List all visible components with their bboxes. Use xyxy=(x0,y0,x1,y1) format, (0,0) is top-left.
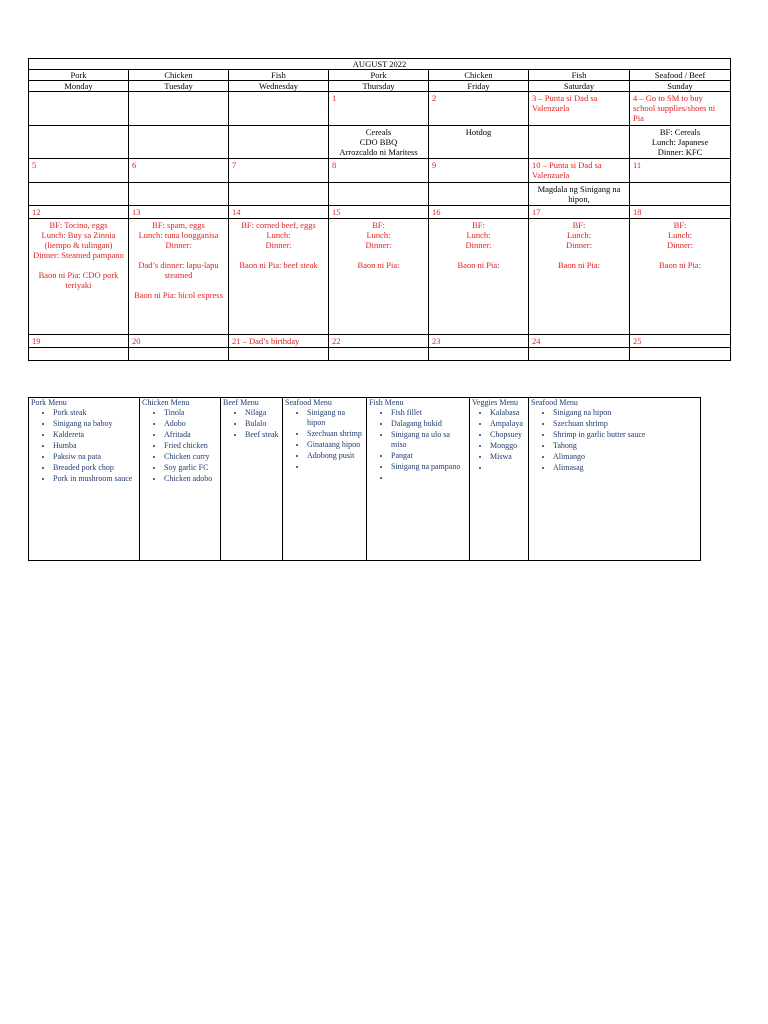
category-cell: Pork xyxy=(329,70,429,81)
menu-item: • Beef steak xyxy=(245,430,280,440)
category-cell: Chicken xyxy=(429,70,529,81)
date-cell: 10 – Punta si Dad sa Valenzuela xyxy=(529,159,630,183)
weekday-cell: Tuesday xyxy=(129,81,229,92)
menu-column xyxy=(529,398,701,561)
menu-title: Seafood Menu xyxy=(531,398,578,407)
category-row xyxy=(29,70,731,81)
date-cell xyxy=(229,92,329,126)
menu-column xyxy=(140,398,221,561)
date-cell xyxy=(29,92,129,126)
menu-column xyxy=(367,398,470,561)
note-cell: BF: Lunch: Dinner: Baon ni Pia: xyxy=(529,219,630,335)
menu-item: • Pork steak xyxy=(53,408,137,418)
menu-item: • Szechuan shrimp xyxy=(553,419,698,429)
menu-title: Seafood Menu xyxy=(285,398,332,407)
note-cell xyxy=(129,183,229,206)
date-row xyxy=(29,92,731,126)
note-cell: BF: Tocino, eggs Lunch: Buy sa Zinnia (liempo & tulingan) Dinner: Steamed pampano Baon ni Pia: CDO pork teriyaki xyxy=(29,219,129,335)
note-cell: BF: corned beef, eggs Lunch: Dinner: Baon ni Pia: beef steak xyxy=(229,219,329,335)
note-cell xyxy=(529,126,630,159)
menu-title: Pork Menu xyxy=(31,398,67,407)
note-cell xyxy=(29,126,129,159)
menu-item xyxy=(307,462,364,472)
menu-item: • Szechuan shrimp xyxy=(307,429,364,439)
note-cell xyxy=(630,183,731,206)
menu-item: • Chopsuey xyxy=(490,430,526,440)
menu-item: • Tinola xyxy=(164,408,218,418)
date-cell: 7 xyxy=(229,159,329,183)
date-cell: 17 xyxy=(529,206,630,219)
menu-item: • Nilaga xyxy=(245,408,280,418)
note-row xyxy=(29,126,731,159)
menu-column xyxy=(221,398,283,561)
note-row xyxy=(29,183,731,206)
menu-item: • Ampalaya xyxy=(490,419,526,429)
date-cell: 4 – Go to SM to buy school supplies/shoes ni Pia xyxy=(630,92,731,126)
menu-item: • Paksiw na pata xyxy=(53,452,137,462)
menu-item: • Bulalo xyxy=(245,419,280,429)
date-cell: 2 xyxy=(429,92,529,126)
date-cell: 1 xyxy=(329,92,429,126)
note-cell xyxy=(630,348,731,361)
menu-item: • Humba xyxy=(53,441,137,451)
weekday-cell: Sunday xyxy=(630,81,731,92)
note-row xyxy=(29,348,731,361)
date-cell: 5 xyxy=(29,159,129,183)
date-cell: 20 xyxy=(129,335,229,348)
category-cell: Fish xyxy=(529,70,630,81)
menu-item xyxy=(490,463,526,473)
date-cell: 3 – Punta si Dad sa Valenzuela xyxy=(529,92,630,126)
date-cell: 18 xyxy=(630,206,731,219)
menu-table xyxy=(28,397,701,561)
menu-title: Fish Menu xyxy=(369,398,404,407)
calendar-table xyxy=(28,58,731,361)
weekday-cell: Monday xyxy=(29,81,129,92)
menu-title: Beef Menu xyxy=(223,398,259,407)
note-cell xyxy=(229,183,329,206)
category-cell: Fish xyxy=(229,70,329,81)
date-cell: 23 xyxy=(429,335,529,348)
note-cell xyxy=(429,183,529,206)
menu-item: • Tahong xyxy=(553,441,698,451)
menu-item: • Sinigang na pampano xyxy=(391,462,467,472)
note-cell: Cereals CDO BBQ Arrozcaldo ni Maritess xyxy=(329,126,429,159)
menu-item: • Pork in mushroom sauce xyxy=(53,474,137,484)
weekday-row xyxy=(29,81,731,92)
menu-item: • Miswa xyxy=(490,452,526,462)
menu-item: • Alimango xyxy=(553,452,698,462)
date-cell: 21 – Dad’s birthday xyxy=(229,335,329,348)
menu-item: • Alimasag xyxy=(553,463,698,473)
menu-item: • Ginataang hipon xyxy=(307,440,364,450)
date-cell: 22 xyxy=(329,335,429,348)
calendar-title: AUGUST 2022 xyxy=(29,59,731,70)
note-cell xyxy=(229,348,329,361)
note-row xyxy=(29,219,731,335)
menu-item: • Shrimp in garlic butter sauce xyxy=(553,430,698,440)
category-cell: Pork xyxy=(29,70,129,81)
date-cell: 9 xyxy=(429,159,529,183)
date-row xyxy=(29,206,731,219)
menu-list xyxy=(31,408,137,484)
date-cell: 24 xyxy=(529,335,630,348)
menu-column xyxy=(470,398,529,561)
menu-item: • Kalabasa xyxy=(490,408,526,418)
menu-list xyxy=(142,408,218,484)
date-row xyxy=(29,335,731,348)
note-cell xyxy=(29,348,129,361)
note-cell xyxy=(529,348,630,361)
menu-item: • Pangat xyxy=(391,451,467,461)
note-cell: Magdala ng Sinigang na hipon, xyxy=(529,183,630,206)
date-cell: 12 xyxy=(29,206,129,219)
menu-list xyxy=(223,408,280,440)
note-cell: BF: spam, eggs Lunch: tuna longganisa Dinner: Dad’s dinner: lapu-lapu steamed Baon ni Pia: bicol express xyxy=(129,219,229,335)
note-cell: BF: Lunch: Dinner: Baon ni Pia: xyxy=(630,219,731,335)
menu-item: • Afritada xyxy=(164,430,218,440)
weekday-cell: Saturday xyxy=(529,81,630,92)
note-cell xyxy=(229,126,329,159)
weekday-cell: Friday xyxy=(429,81,529,92)
menu-item xyxy=(391,473,467,483)
date-cell: 8 xyxy=(329,159,429,183)
menu-item: • Chicken curry xyxy=(164,452,218,462)
menu-item: • Fried chicken xyxy=(164,441,218,451)
menu-item: • Soy garlic FC xyxy=(164,463,218,473)
date-row xyxy=(29,159,731,183)
note-cell xyxy=(129,348,229,361)
category-cell: Chicken xyxy=(129,70,229,81)
menu-title: Chicken Menu xyxy=(142,398,190,407)
date-cell xyxy=(129,92,229,126)
menu-item: • Sinigang na ulo sa miso xyxy=(391,430,467,450)
date-cell: 14 xyxy=(229,206,329,219)
date-cell: 16 xyxy=(429,206,529,219)
note-cell: BF: Lunch: Dinner: Baon ni Pia: xyxy=(429,219,529,335)
menu-list xyxy=(369,408,467,483)
menu-column xyxy=(29,398,140,561)
menu-item: • Fish fillet xyxy=(391,408,467,418)
note-cell xyxy=(329,183,429,206)
note-cell xyxy=(429,348,529,361)
weekday-cell: Thursday xyxy=(329,81,429,92)
date-cell: 25 xyxy=(630,335,731,348)
menu-item: • Sinigang na hipon xyxy=(553,408,698,418)
menu-item: • Monggo xyxy=(490,441,526,451)
menu-list xyxy=(531,408,698,473)
date-cell: 6 xyxy=(129,159,229,183)
note-cell xyxy=(129,126,229,159)
menu-list xyxy=(285,408,364,472)
menu-item: • Breaded pork chop xyxy=(53,463,137,473)
menu-item: • Sinigang na hipon xyxy=(307,408,364,428)
menu-column xyxy=(283,398,367,561)
menu-item: • Kaldereta xyxy=(53,430,137,440)
menu-item: • Adobong pusit xyxy=(307,451,364,461)
menu-item: • Chicken adobo xyxy=(164,474,218,484)
date-cell: 11 xyxy=(630,159,731,183)
menu-item: • Dalagang bukid xyxy=(391,419,467,429)
date-cell: 13 xyxy=(129,206,229,219)
note-cell: Hotdog xyxy=(429,126,529,159)
menu-title: Veggies Menu xyxy=(472,398,518,407)
date-cell: 19 xyxy=(29,335,129,348)
note-cell xyxy=(29,183,129,206)
menu-list xyxy=(472,408,526,473)
note-cell xyxy=(329,348,429,361)
note-cell: BF: Cereals Lunch: Japanese Dinner: KFC xyxy=(630,126,731,159)
date-cell: 15 xyxy=(329,206,429,219)
menu-item: • Sinigang na baboy xyxy=(53,419,137,429)
weekday-cell: Wednesday xyxy=(229,81,329,92)
note-cell: BF: Lunch: Dinner: Baon ni Pia: xyxy=(329,219,429,335)
category-cell: Seafood / Beef xyxy=(630,70,731,81)
menu-item: • Adobo xyxy=(164,419,218,429)
